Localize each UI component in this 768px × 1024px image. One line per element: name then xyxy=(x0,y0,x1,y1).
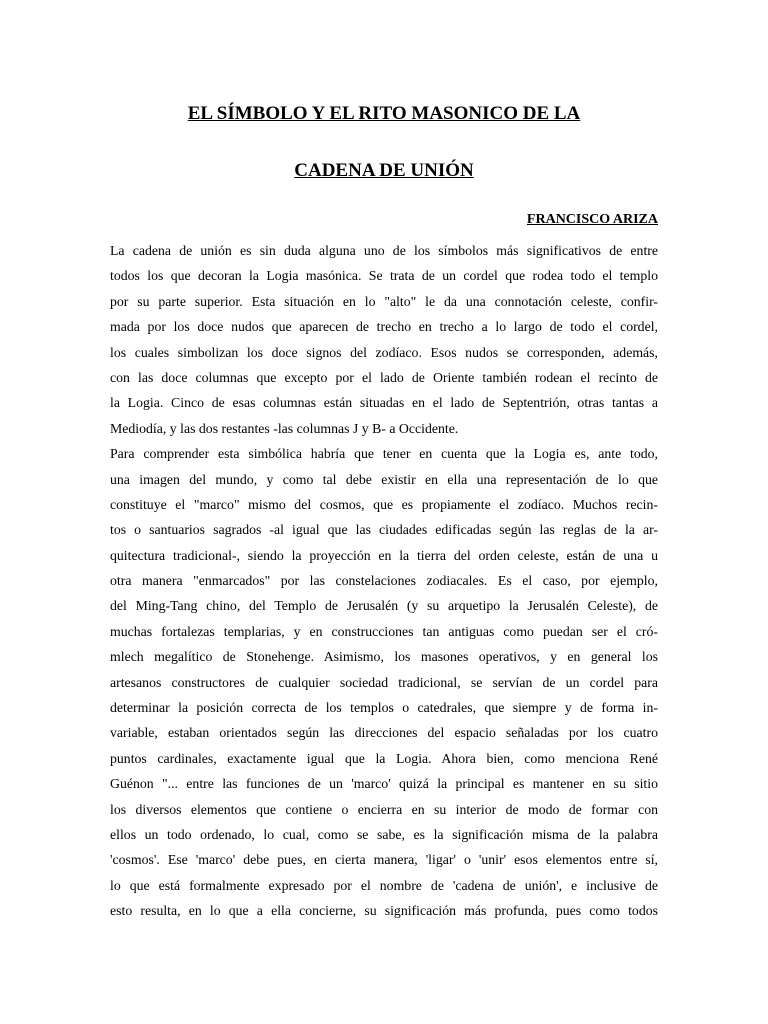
text-line: determinar la posición correcta de los templos o catedrales, que siempre y de forma in- xyxy=(110,700,658,716)
text-line: muchas fortalezas templarias, y en construcciones tan antiguas como puedan ser el cró- xyxy=(110,623,658,639)
text-line: la Logia. Cinco de esas columnas están situadas en el lado de Septentrión, otras tantas a xyxy=(110,395,658,411)
text-line: Mediodía, y las dos restantes -las columnas J y B- a Occidente. xyxy=(110,420,459,436)
text-line: los cuales simbolizan los doce signos del zodíaco. Esos nudos se corresponden, además, xyxy=(110,344,658,360)
text-line: por su parte superior. Esta situación en lo "alto" le da una connotación celeste, confir- xyxy=(110,293,658,309)
paragraph-1 xyxy=(110,238,658,441)
text-line: La cadena de unión es sin duda alguna uno de los símbolos más significativos de entre xyxy=(110,243,658,258)
text-line: ellos un todo ordenado, lo cual, como se sabe, es la significación misma de la palabra xyxy=(110,826,658,842)
text-line: variable, estaban orientados según las direcciones del espacio señaladas por los cuatro xyxy=(110,725,658,741)
text-line: quitectura tradicional-, siendo la proyección en la tierra del orden celeste, están de una u xyxy=(110,547,658,563)
text-line: mlech megalítico de Stonehenge. Asimismo, los masones operativos, y en general los xyxy=(110,649,658,665)
text-line: mada por los doce nudos que aparecen de trecho en trecho a lo largo de todo el cordel, xyxy=(110,319,658,335)
text-line: los diversos elementos que contiene o encierra en su interior de modo de formar con xyxy=(110,801,658,817)
text-line: todos los que decoran la Logia masónica. Se trata de un cordel que rodea todo el templo xyxy=(110,268,658,284)
text-line: Guénon "... entre las funciones de un 'marco' quizá la principal es mantener en su sitio xyxy=(110,776,658,792)
text-line: artesanos constructores de cualquier sociedad tradicional, se servían de un cordel para xyxy=(110,674,658,690)
body-text xyxy=(110,238,658,924)
text-line: Para comprender esta simbólica habría que tener en cuenta que la Logia es, ante todo, xyxy=(110,446,658,462)
text-line: esto resulta, en lo que a ella concierne, su significación más profunda, pues como todos xyxy=(110,903,658,919)
text-line: otra manera "enmarcados" por las constelaciones zodiacales. Es el caso, por ejemplo, xyxy=(110,573,658,589)
text-line: tos o santuarios sagrados -al igual que las ciudades edificadas según las reglas de la ar- xyxy=(110,522,658,538)
text-line: del Ming-Tang chino, del Templo de Jerusalén (y su arquetipo la Jerusalén Celeste), de xyxy=(110,598,658,614)
text-line: con las doce columnas que excepto por el lado de Oriente también rodean el recinto de xyxy=(110,369,658,385)
document-title-line-2: CADENA DE UNIÓN xyxy=(294,160,474,181)
author-name: FRANCISCO ARIZA xyxy=(526,212,658,227)
text-line: lo que está formalmente expresado por el nombre de 'cadena de unión', e inclusive de xyxy=(110,877,658,893)
text-line: una imagen del mundo, y como tal debe existir en ella una representación de lo que xyxy=(110,471,658,487)
document-title-line-1: EL SÍMBOLO Y EL RITO MASONICO DE LA xyxy=(187,103,581,124)
text-line: 'cosmos'. Ese 'marco' debe pues, en cierta manera, 'ligar' o 'unir' esos elementos entre sí, xyxy=(110,852,658,868)
text-line: puntos cardinales, exactamente igual que la Logia. Ahora bien, como menciona René xyxy=(110,750,658,766)
text-line: constituye el "marco" mismo del cosmos, que es propiamente el zodíaco. Muchos recin- xyxy=(110,496,658,512)
paragraph-2 xyxy=(110,441,658,923)
